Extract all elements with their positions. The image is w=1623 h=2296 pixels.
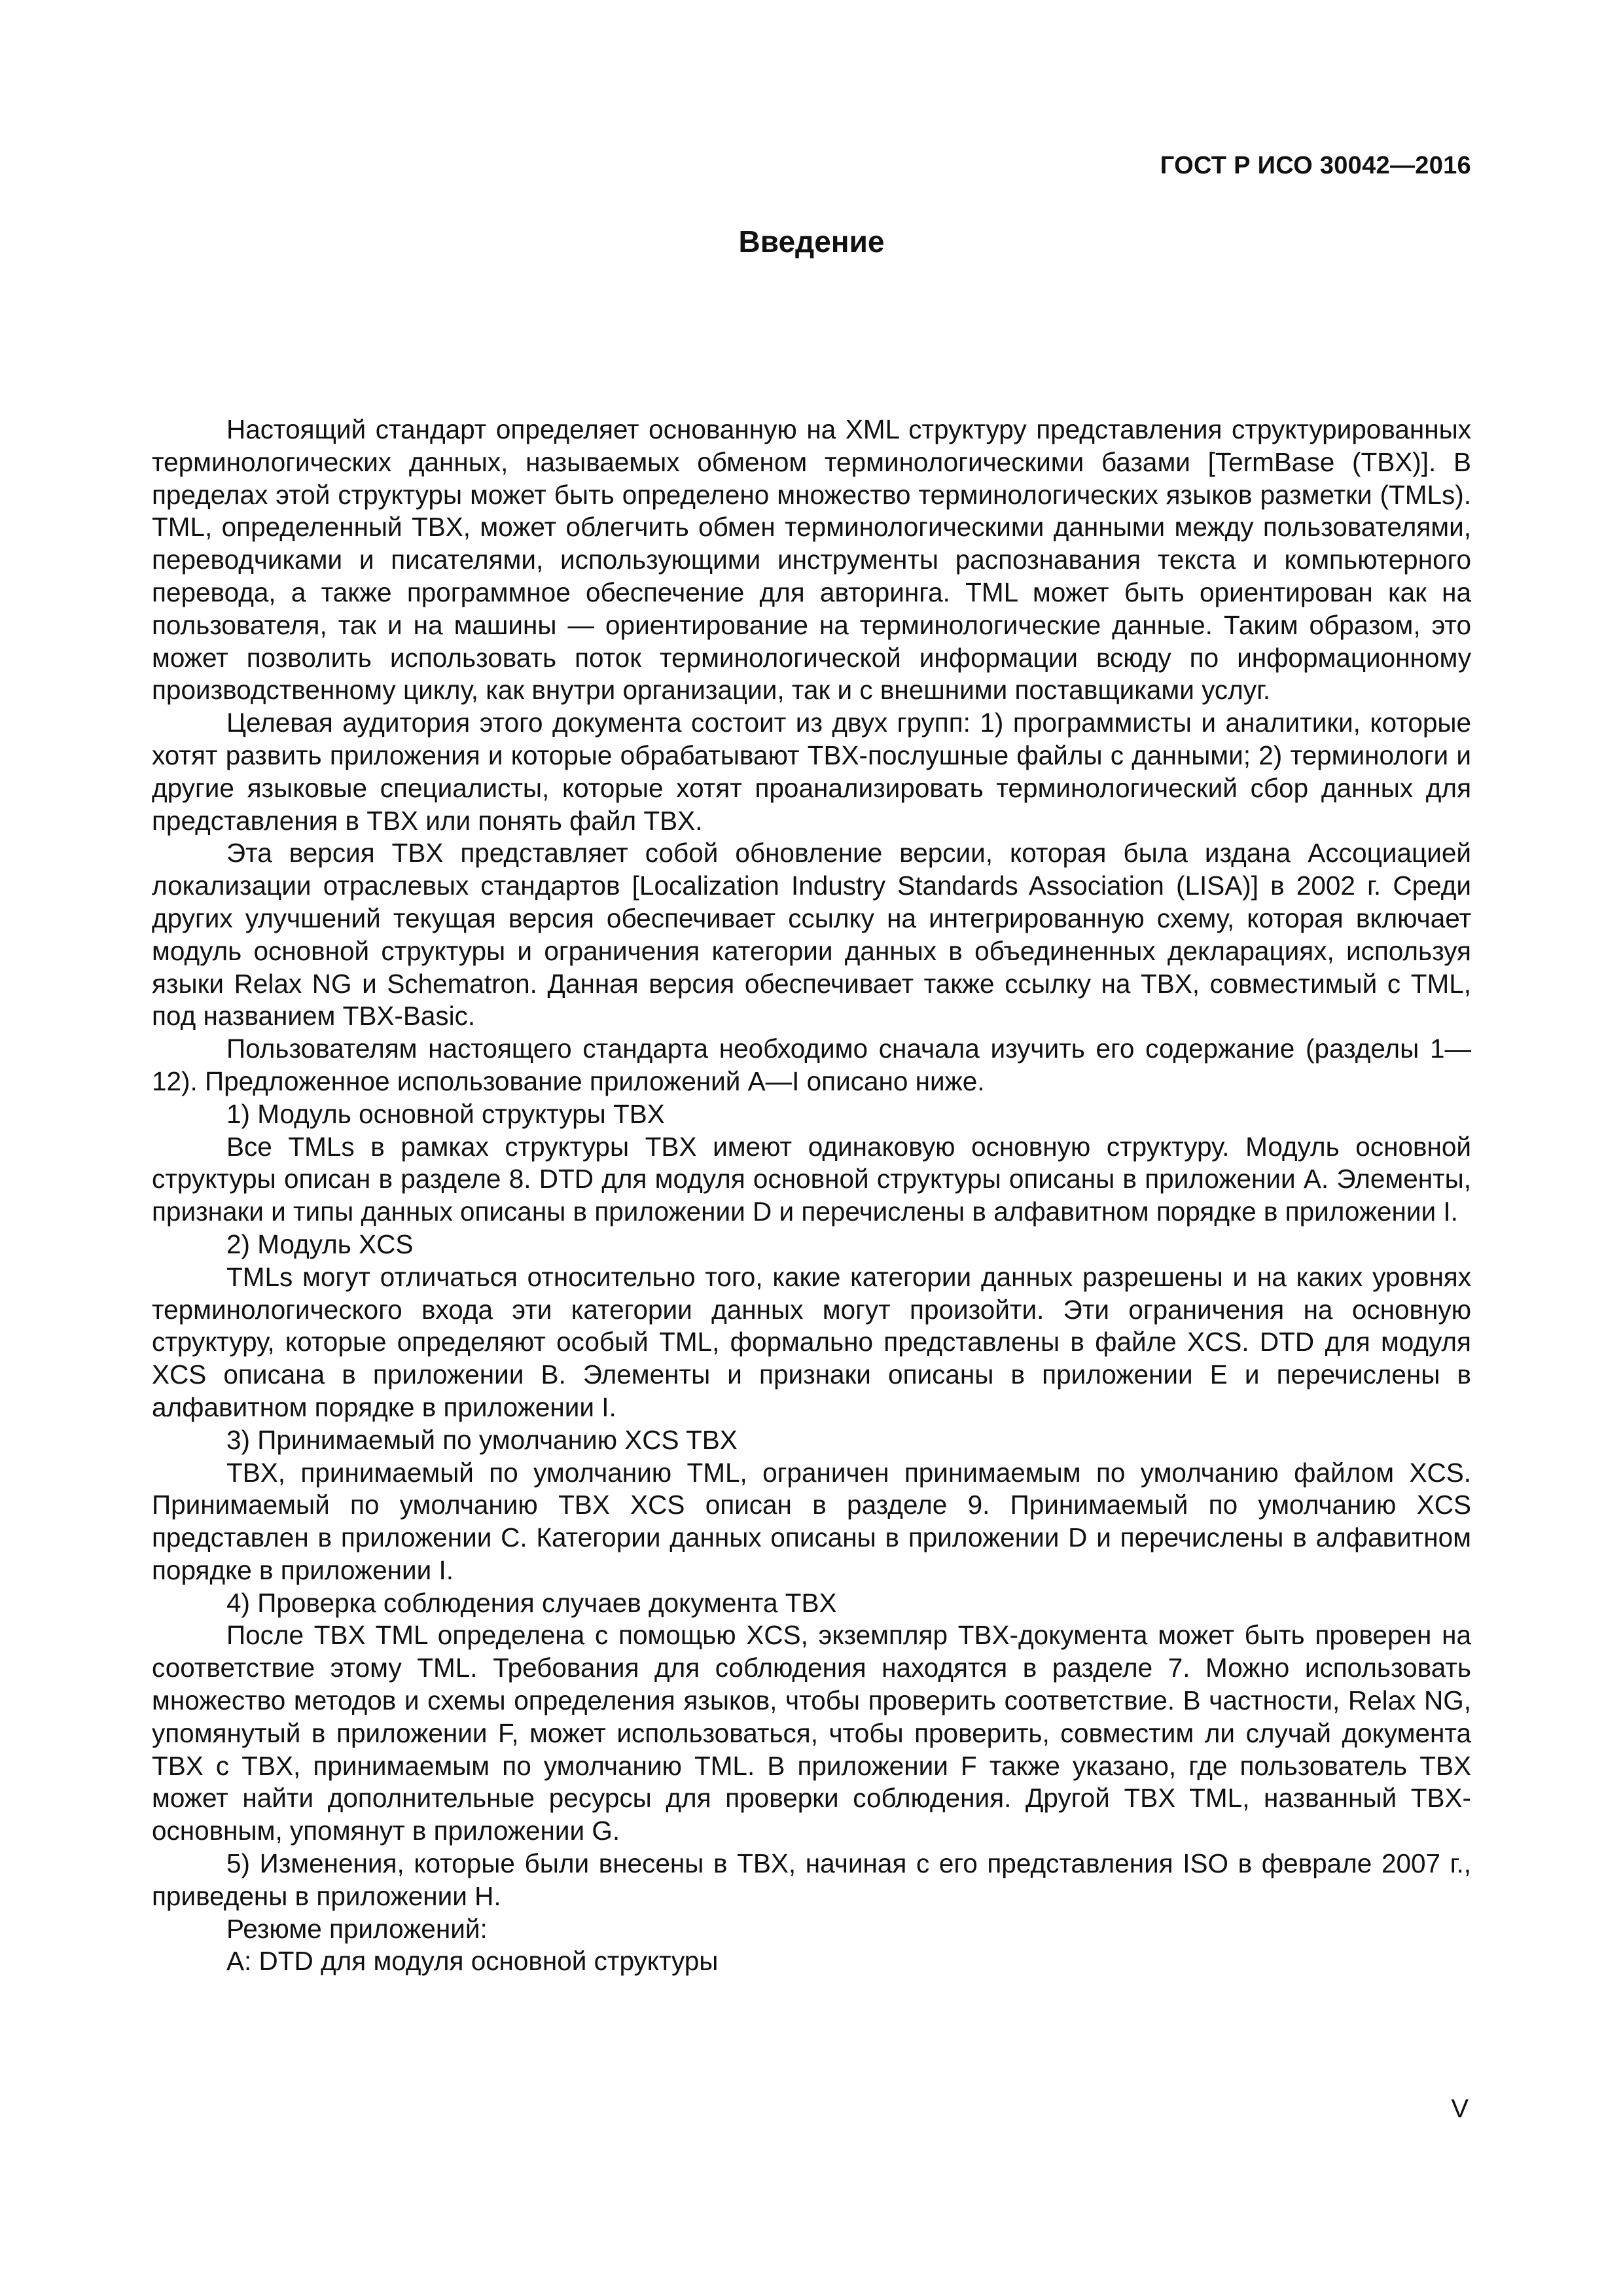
paragraph-usage: Пользователям настоящего стандарта необходимо сначала изучить его содержание (разделы 1—12). Предложенное использование приложений А—I описано ниже. <box>152 1033 1471 1096</box>
paragraph-audience: Целевая аудитория этого документа состоит из двух групп: 1) программисты и аналитики, которые хотят развить приложения и которые обрабатывают TBX-послушные файлы с данными; 2) терминологи и другие языковые специалисты, которые хотят проанализировать терминологический сбор данных для представления в TBX или понять файл TBX. <box>152 708 1471 836</box>
list-item-5: 5) Изменения, которые были внесены в TBX, начиная с его представления ISO в феврале 2007 г., приведены в приложении H. <box>152 1848 1471 1911</box>
standard-code: ГОСТ Р ИСО 30042—2016 <box>1160 152 1471 179</box>
page-number: V <box>1451 2094 1469 2123</box>
paragraph-core-structure: Все TMLs в рамках структуры TBX имеют одинаковую основную структуру. Модуль основной структуры описан в разделе 8. DTD для модуля основной структуры описаны в приложении А. Элементы, признаки и типы данных описаны в приложении D и перечислены в алфавитном порядке в приложении I. <box>152 1131 1471 1227</box>
section-title: Введение <box>738 224 885 259</box>
annex-summary-heading: Резюме приложений: <box>226 1913 488 1944</box>
body-text <box>152 414 1471 1978</box>
paragraph-version: Эта версия TBX представляет собой обновление версии, которая была издана Ассоциацией локализации отраслевых стандартов [Localization Industry Standards Association (LISA)] в 2002 г. Среди других улучшений текущая версия обеспечивает ссылку на интегрированную схему, которая включает модуль основной структуры и ограничения категории данных в объединенных декларациях, используя языки Relax NG и Schematron. Данная версия обеспечивает также ссылку на TBX, совместимый с TML, под названием TBX-Basic. <box>152 838 1471 1031</box>
paragraph-default-xcs: TBX, принимаемый по умолчанию TML, ограничен принимаемым по умолчанию файлом XCS. Принимаемый по умолчанию TBX XCS описан в разделе 9. Принимаемый по умолчанию XCS представлен в приложении С. Категории данных описаны в приложении D и перечислены в алфавитном порядке в приложении I. <box>152 1457 1471 1585</box>
paragraph-compliance: После TBX TML определена с помощью XCS, экземпляр TBX-документа может быть проверен на соответствие этому TML. Требования для соблюдения находятся в разделе 7. Можно использовать множество методов и схемы определения языков, чтобы проверить соответствие. В частности, Relax NG, упомянутый в приложении F, может использоваться, чтобы проверить, совместим ли случай документа TBX с TBX, принимаемым по умолчанию TML. В приложении F также указано, где пользователь TBX может найти дополнительные ресурсы для проверки соблюдения. Другой TBX TML, названный TBX-основным, упомянут в приложении G. <box>152 1620 1471 1846</box>
list-item-heading-4: 4) Проверка соблюдения случаев документа TBX <box>226 1587 837 1618</box>
annex-summary-item-a: А: DTD для модуля основной структуры <box>226 1946 719 1977</box>
paragraph-xcs-module: TMLs могут отличаться относительно того, какие категории данных разрешены и на каких уровнях терминологического входа эти категории данных могут произойти. Эти ограничения на основную структуру, которые определяют особый TML, формально представлены в файле XCS. DTD для модуля XCS описана в приложении B. Элементы и признаки описаны в приложении E и перечислены в алфавитном порядке в приложении I. <box>152 1261 1471 1422</box>
list-item-heading-3: 3) Принимаемый по умолчанию XCS TBX <box>226 1424 738 1455</box>
paragraph-intro: Настоящий стандарт определяет основанную на XML структуру представления структурированных терминологических данных, называемых обменом терминологическими базами [TermBase (TBX)]. В пределах этой структуры может быть определено множество терминологических языков разметки (TMLs). TML, определенный TBX, может облегчить обмен терминологическими данными между пользователями, переводчиками и писателями, использующими инструменты распознавания текста и компьютерного перевода, а также программное обеспечение для авторинга. TML может быть ориентирован как на пользователя, так и на машины — ориентирование на терминологические данные. Таким образом, это может позволить использовать поток терминологической информации всюду по информационному производственному циклу, как внутри организации, так и с внешними поставщиками услуг. <box>152 414 1471 706</box>
list-item-heading-2: 2) Модуль XCS <box>226 1229 414 1259</box>
list-item-heading-1: 1) Модуль основной структуры TBX <box>226 1098 665 1129</box>
